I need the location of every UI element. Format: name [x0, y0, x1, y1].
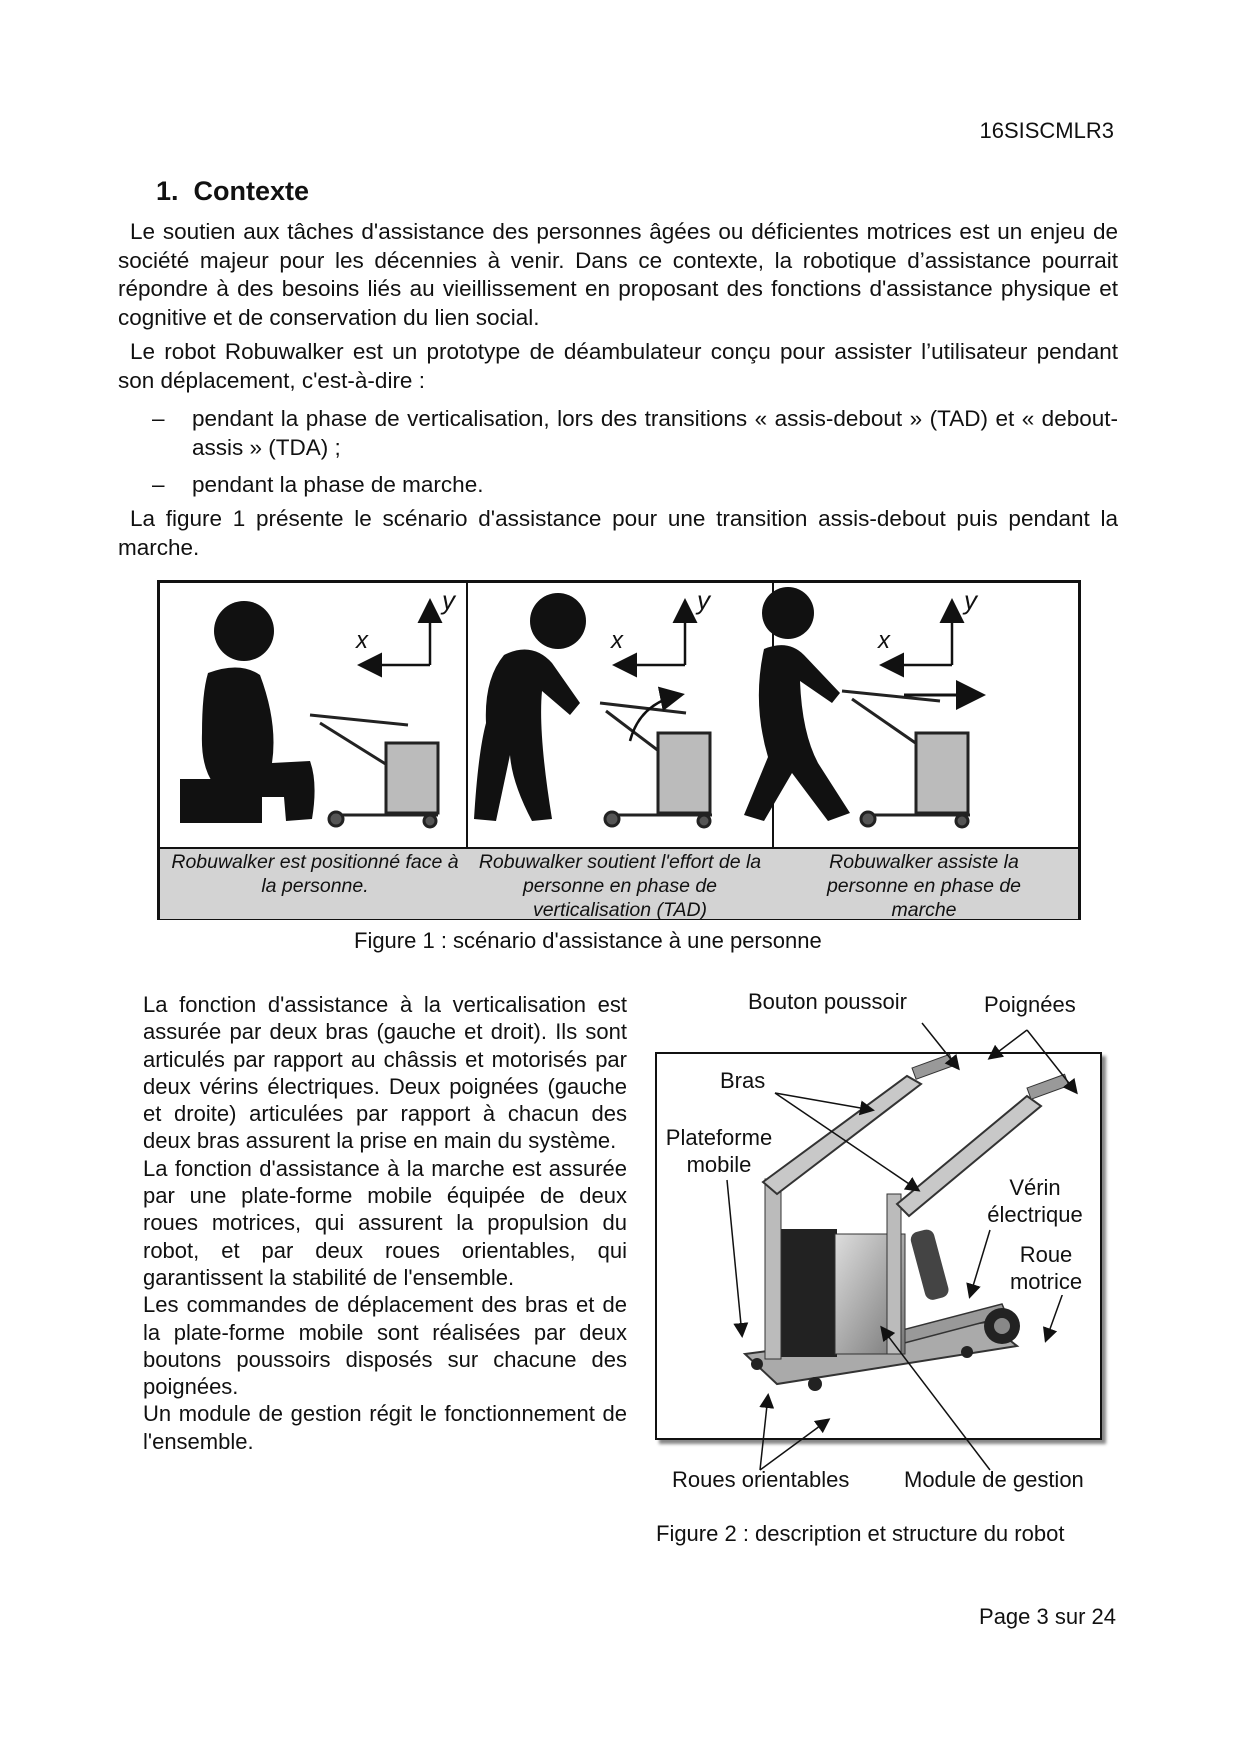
page-number: Page 3 sur 24 — [979, 1604, 1116, 1629]
label-roues-orientables: Roues orientables — [672, 1467, 850, 1492]
context-paragraph-1-text: Le soutien aux tâches d'assistance des personnes âgées ou déficientes motrices est un enjeu de société majeur pour les décennies à venir. Dans ce contexte, la robotique d’assistance pourrait répondre à des besoins liés au vieillissement en proposant des fonctions d'assistance physique et cognitive et de conservation du lien social. — [118, 219, 1118, 330]
section-number: 1. — [156, 176, 179, 206]
context-paragraph-2-text: Le robot Robuwalker est un prototype de déambulateur conçu pour assister l’utilisateur pendant son déplacement, c'est-à-dire : — [118, 339, 1118, 393]
axis-label-y: y — [964, 585, 977, 615]
bullet-dash: – — [152, 406, 165, 431]
axis-label-x: x — [611, 627, 623, 654]
label-roue-motrice: Roue motrice — [1006, 1241, 1086, 1295]
panel-caption-3: Robuwalker assiste la personne en phase de marche — [826, 851, 1022, 921]
figure-2-caption: Figure 2 : description et structure du robot — [656, 1521, 1065, 1546]
panel-caption-2: Robuwalker soutient l'effort de la personne en phase de verticalisation (TAD) — [478, 851, 762, 921]
bullet-item-1-text: pendant la phase de verticalisation, lors des transitions « assis-debout » (TAD) et « debout-assis » (TDA) ; — [192, 406, 1118, 460]
section-title-text: Contexte — [193, 176, 310, 206]
document-code: 16SISCMLR3 — [979, 118, 1114, 143]
figure-1-caption: Figure 1 : scénario d'assistance à une personne — [354, 928, 822, 953]
axis-label-y: y — [442, 585, 455, 615]
description-paragraph-4: Un module de gestion régit le fonctionnement de l'ensemble. — [143, 1401, 627, 1454]
label-plateforme-mobile: Plateforme mobile — [665, 1125, 773, 1177]
label-module-de-gestion: Module de gestion — [904, 1467, 1084, 1492]
axis-label-x: x — [356, 627, 368, 654]
context-paragraph-3-text: La figure 1 présente le scénario d'assistance pour une transition assis-debout puis pendant la marche. — [118, 506, 1118, 560]
panel-caption-1: Robuwalker est positionné face à la personne. — [171, 851, 459, 897]
bullet-item-2-text: pendant la phase de marche. — [192, 472, 484, 497]
description-paragraph-2: La fonction d'assistance à la marche est assurée par une plate-forme mobile équipée de deux roues motrices, qui assurent la propulsion du robot, et par deux roues orientables, qui garantissent la stabilité de l'ensemble. — [143, 1155, 627, 1290]
description-paragraph-1: La fonction d'assistance à la verticalisation est assurée par deux bras (gauche et droit). Ils sont articulés par rapport au châssis et motorisés par deux vérins électriques. Deux poignées (gauche et droite) articulées par rapport à chacun des deux bras assurent la prise en main du système. — [143, 992, 627, 1154]
description-paragraph-3: Les commandes de déplacement des bras et de la plate-forme mobile sont réalisées par deux boutons poussoirs disposés sur chacune des poignées. — [143, 1292, 627, 1400]
axis-label-x: x — [878, 627, 890, 654]
axis-label-y: y — [697, 585, 710, 615]
label-bouton-poussoir: Bouton poussoir — [748, 989, 907, 1014]
label-verin-electrique: Vérin électrique — [987, 1175, 1083, 1227]
label-poignees: Poignées — [984, 992, 1076, 1017]
label-bras: Bras — [720, 1068, 766, 1093]
bullet-dash: – — [152, 472, 165, 497]
